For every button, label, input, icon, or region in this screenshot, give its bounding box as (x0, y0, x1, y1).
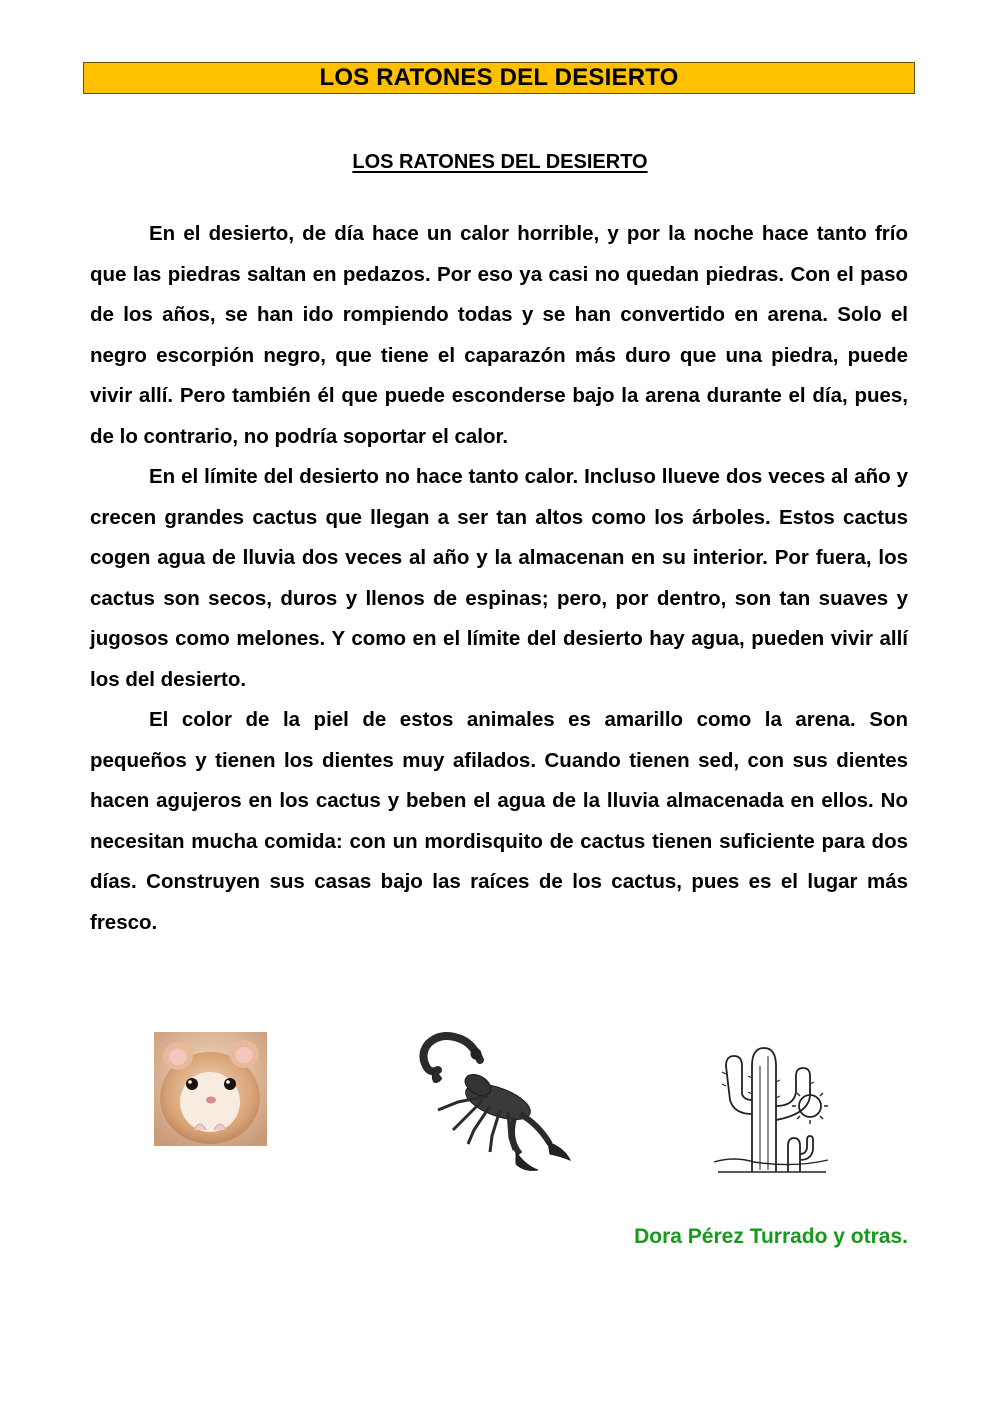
cactus-sun-illustration (712, 1036, 830, 1176)
story-paragraph: El color de la piel de estos animales es amarillo como la arena. Son pequeños y tienen los dientes muy afilados. Cuando tienen sed, con sus dientes hacen agujeros en los cactus y beben el agua de la lluvia almacenada en ellos. No necesitan mucha comida: con un mordisquito de cactus tienen suficiente para dos días. Construyen sus casas bajo las raíces de los cactus, pues es el lugar más fresco. (90, 708, 908, 934)
desert-mouse-photo (154, 1032, 267, 1146)
author-credit: Dora Pérez Turrado y otras. (634, 1225, 908, 1248)
story-body (90, 214, 908, 943)
story-paragraph: En el límite del desierto no hace tanto calor. Incluso llueve dos veces al año y crecen grandes cactus que llegan a ser tan altos como los árboles. Estos cactus cogen agua de lluvia dos veces al año y la almacenan en su interior. Por fuera, los cactus son secos, duros y llenos de espinas; pero, por dentro, son tan suaves y jugosos como melones. Y como en el límite del desierto hay agua, pueden vivir allí los del desierto. (90, 465, 908, 691)
story-paragraph: En el desierto, de día hace un calor horrible, y por la noche hace tanto frío que las piedras saltan en pedazos. Por eso ya casi no quedan piedras. Con el paso de los años, se han ido rompiendo todas y se han convertido en arena. Solo el negro escorpión negro, que tiene el caparazón más duro que una piedra, puede vivir allí. Pero también él que puede esconderse bajo la arena durante el día, pues, de lo contrario, no podría soportar el calor. (90, 222, 908, 448)
banner-title: LOS RATONES DEL DESIERTO (83, 62, 915, 94)
scorpion-illustration (388, 1030, 574, 1178)
story-title: LOS RATONES DEL DESIERTO (352, 151, 648, 173)
